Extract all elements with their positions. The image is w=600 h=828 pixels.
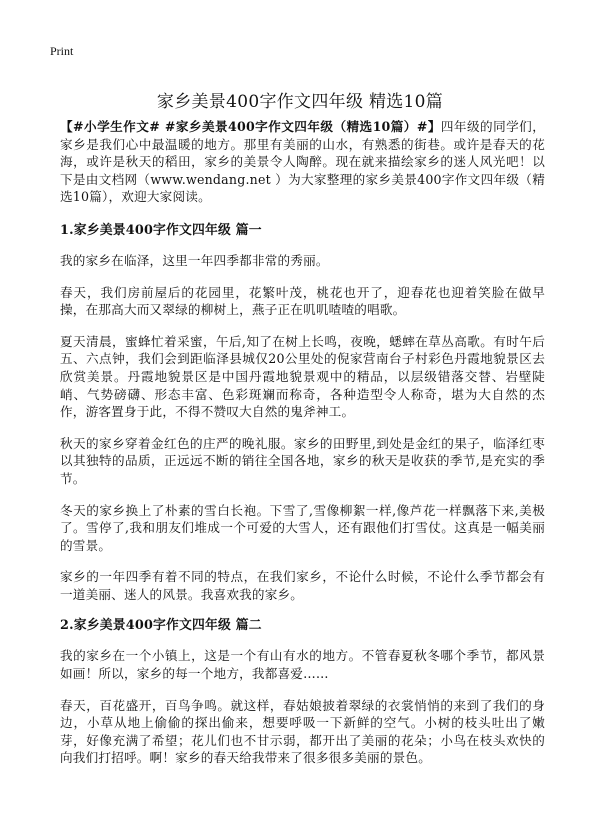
print-link[interactable]: Print — [50, 44, 74, 58]
page-title: 家乡美景400字作文四年级 精选10篇 — [156, 92, 444, 113]
paragraph: 春天，百花盛开，百鸟争鸣。就这样，春姑娘披着翠绿的衣裳悄悄的来到了我们的身边，小草从地上偷偷的探出偷来，想要呼吸一下新鲜的空气。小树的枝头吐出了嫩芽，好像充满了希望；花儿们也不甘示弱，都开出了美丽的花朵；小鸟在枝头欢快的向我们打招呼。啊！家乡的春天给我带来了很多很多美丽的景色。 — [60, 697, 545, 766]
section-heading-2: 2.家乡美景400字作文四年级 篇二 — [60, 618, 262, 634]
section-heading-1: 1.家乡美景400字作文四年级 篇一 — [60, 222, 262, 238]
paragraph: 春天，我们房前屋后的花园里，花繁叶茂，桃花也开了，迎春花也迎着笑脸在做早操，在那高大而又翠绿的柳树上，燕子正在叽叽喳喳的唱歌。 — [60, 284, 545, 318]
paragraph: 冬天的家乡换上了朴素的雪白长袍。下雪了,雪像柳絮一样,像芦花一样飘落下来,美极了。雪停了,我和朋友们堆成一个可爱的大雪人，还有跟他们打雪仗。这真是一幅美丽的雪景。 — [60, 502, 545, 553]
paragraph: 秋天的家乡穿着金红色的庄严的晚礼服。家乡的田野里,到处是金红的果子，临泽红枣以其独特的品质，正远远不断的销往全国各地，家乡的秋天是收获的季节,是充实的季节。 — [60, 435, 545, 486]
intro-paragraph — [60, 118, 545, 206]
article-body — [60, 118, 545, 781]
paragraph: 夏天清晨，蜜蜂忙着采蜜，午后,知了在树上长鸣，夜晚，蟋蟀在草丛高歌。有时午后五、六点钟，我们会到距临泽县城仅20公里处的倪家营南台子村彩色丹霞地貌景区去欣赏美景。丹霞地貌景区是中国丹霞地貌景观中的精品，以层级错落交替、岩壁陡峭、气势磅礴、形态丰富、色彩斑斓而称奇，各种造型令人称奇，堪为大自然的杰作，游客置身于此，不得不赞叹大自然的鬼斧神工。 — [60, 333, 545, 420]
intro-tag: 【#小学生作文# #家乡美景400字作文四年级（精选10篇）#】 — [60, 119, 441, 134]
paragraph: 我的家乡在一个小镇上，这是一个有山有水的地方。不管春夏秋冬哪个季节，都风景如画！所以，家乡的每一个地方，我都喜爱…… — [60, 648, 545, 682]
paragraph: 家乡的一年四季有着不同的特点，在我们家乡，不论什么时候，不论什么季节都会有一道美丽、迷人的风景。我喜欢我的家乡。 — [60, 569, 545, 602]
paragraph: 我的家乡在临泽，这里一年四季都非常的秀丽。 — [60, 252, 329, 268]
intro-text: 四年级的同学们，家乡是我们心中最温暖的地方。那里有美丽的山水，有熟悉的街巷。或许是春天的花海，或许是秋天的稻田，家乡的美景令人陶醉。现在就来描绘家乡的迷人风光吧！以下是由文档网（www.wendang.net ）为大家整理的家乡美景400字作文四年级（精选10篇），欢迎大家阅读。 — [60, 119, 545, 205]
